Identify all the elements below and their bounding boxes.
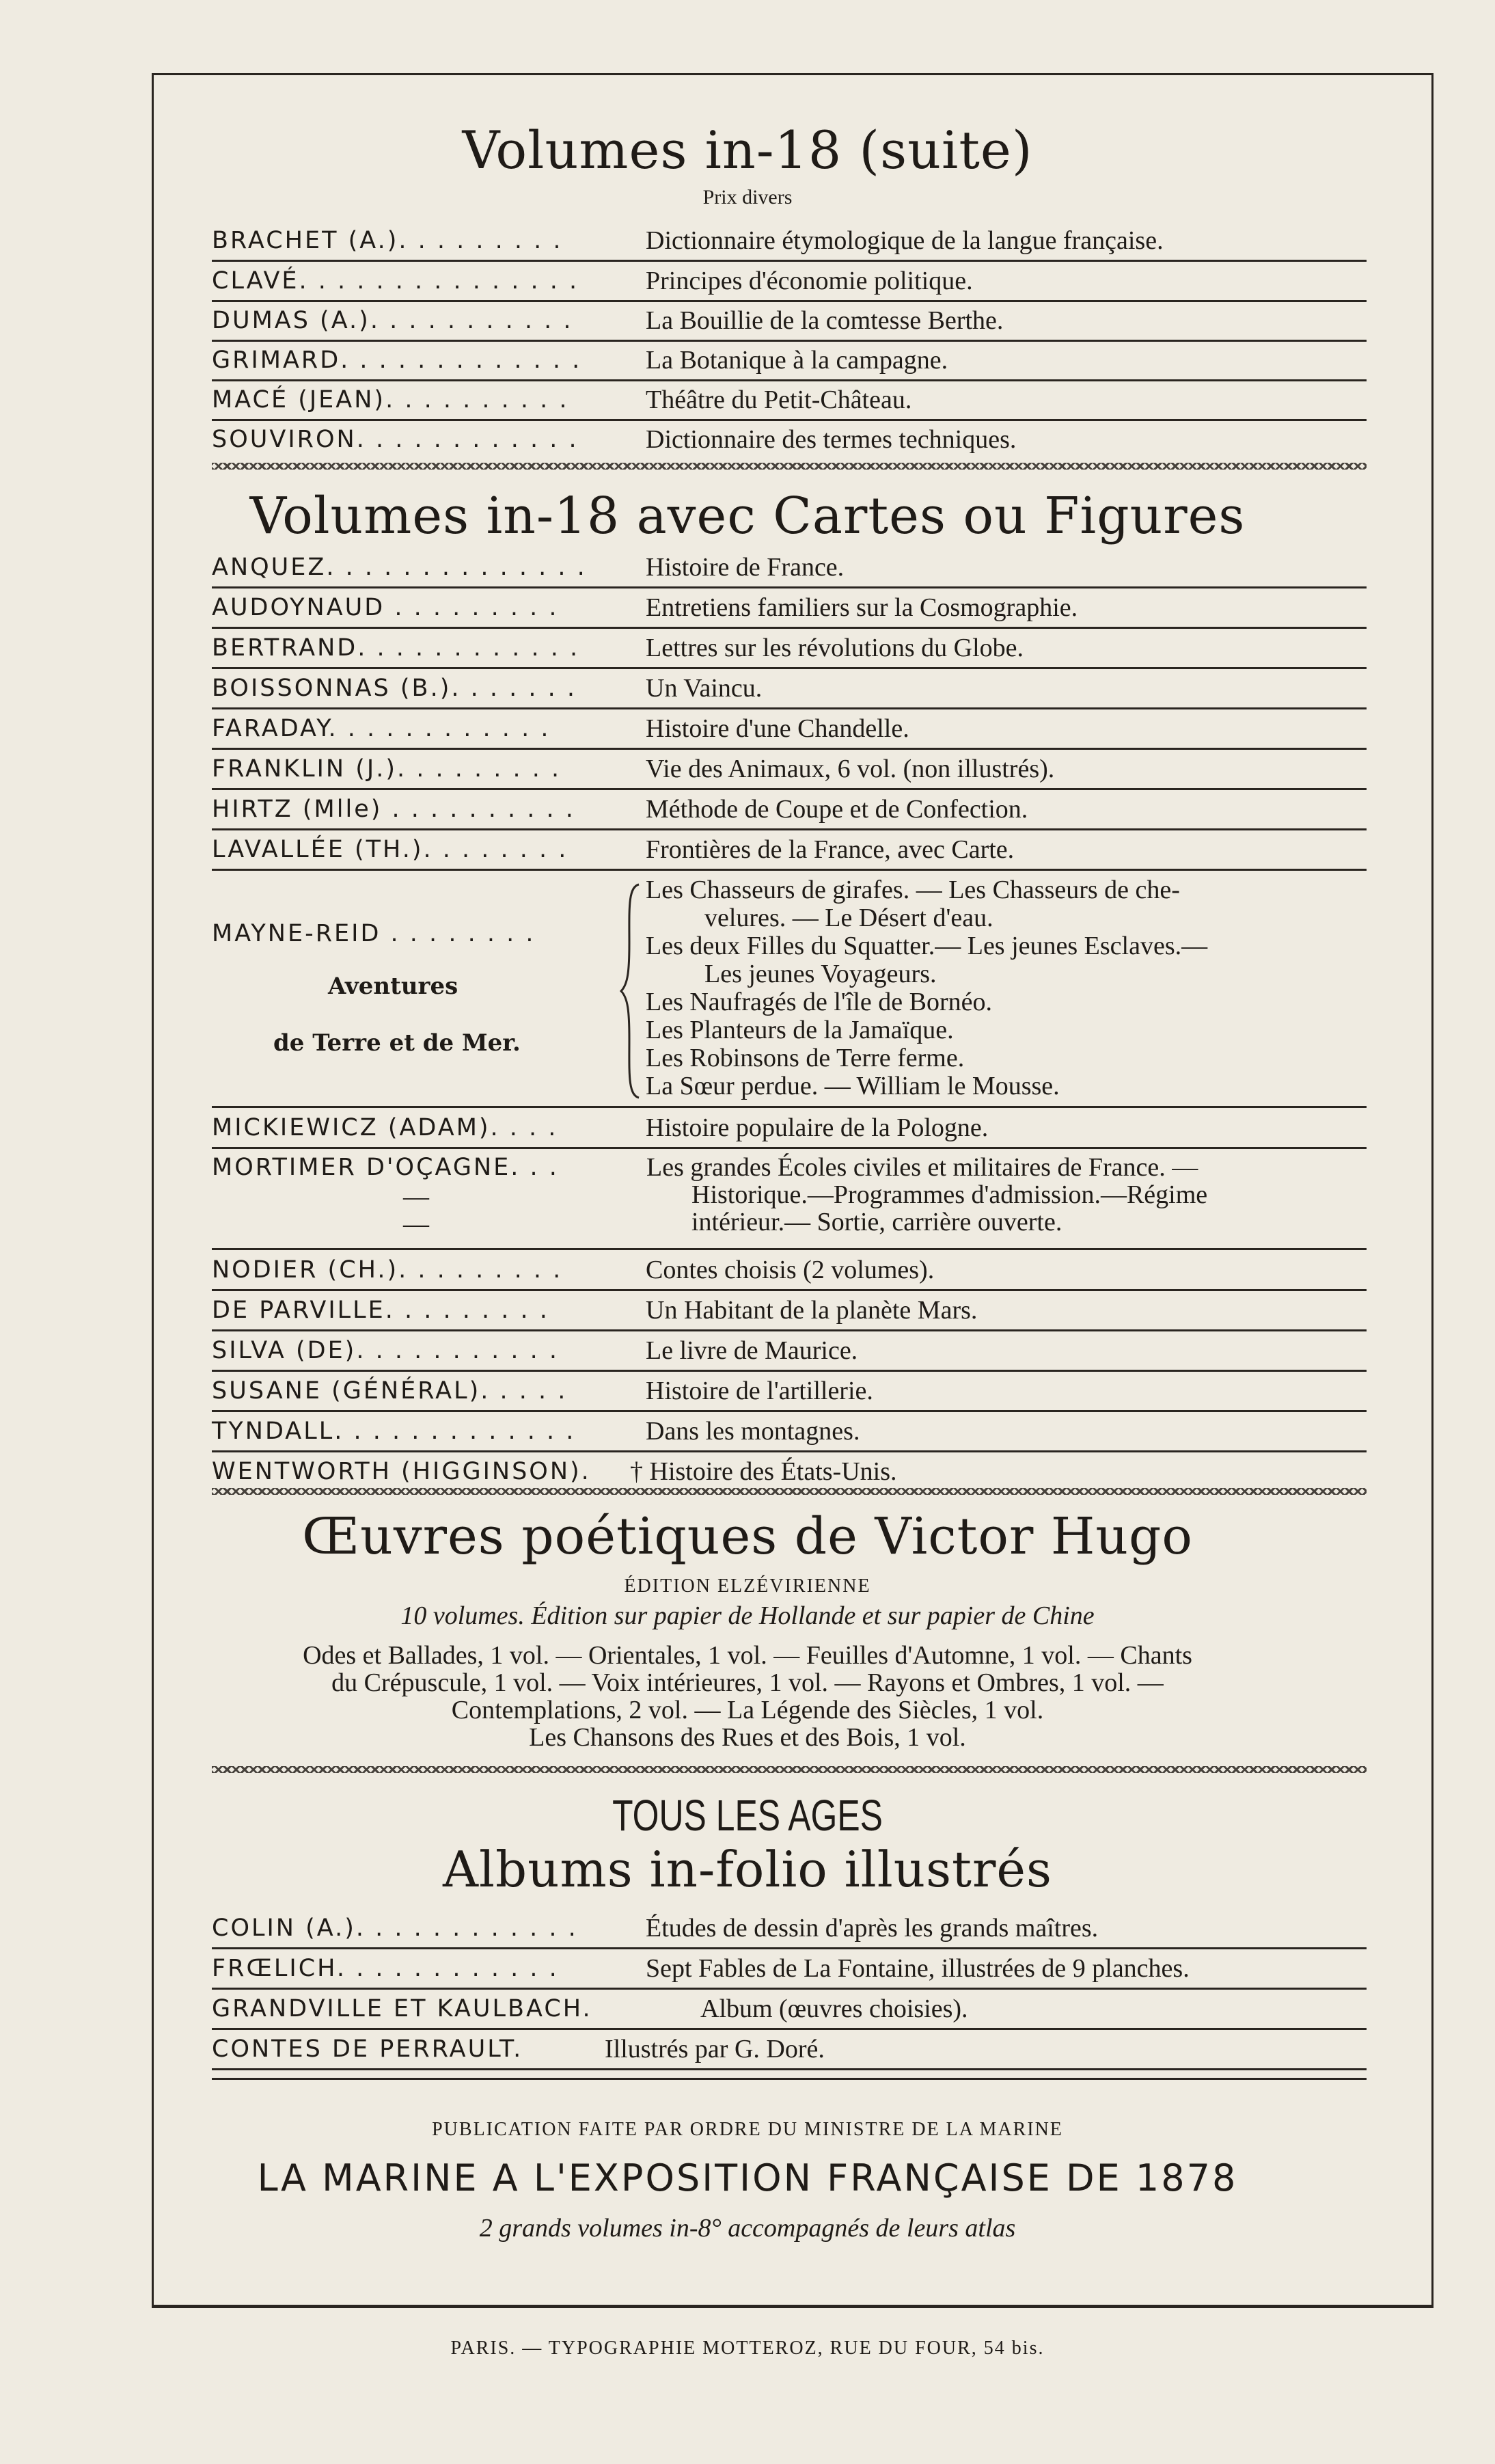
author-name: FARADAY. . . . . . . . . . . . xyxy=(212,715,551,742)
hugo-line: du Crépuscule, 1 vol. — Voix intérieures, 1 vol. — Rayons et Ombres, 1 vol. — xyxy=(331,1668,1164,1697)
book-title: Dictionnaire étymologique de la langue française. xyxy=(646,226,1164,255)
book-title: Les Robinsons de Terre ferme. xyxy=(646,1044,965,1072)
section-heading-tous-les-ages: TOUS LES AGES xyxy=(612,1791,883,1840)
book-title: Historique.—Programmes d'admission.—Régime xyxy=(691,1180,1208,1209)
book-title: Le livre de Maurice. xyxy=(646,1336,858,1365)
hugo-line: Contemplations, 2 vol. — La Légende des Siècles, 1 vol. xyxy=(451,1696,1044,1724)
author-name: DE PARVILLE. . . . . . . . . xyxy=(212,1297,549,1324)
wavy-divider xyxy=(212,463,1367,470)
list-item xyxy=(212,548,1367,588)
book-title: Un Vaincu. xyxy=(646,674,763,703)
book-title: Dictionnaire des termes techniques. xyxy=(646,425,1017,454)
book-title: intérieur.— Sortie, carrière ouverte. xyxy=(691,1208,1062,1236)
list-item xyxy=(212,1372,1367,1412)
book-title: Les Naufragés de l'île de Bornéo. xyxy=(646,988,992,1016)
ditto-dash: — xyxy=(403,1182,429,1211)
book-title: Les deux Filles du Squatter.— Les jeunes Esclaves.— xyxy=(646,932,1208,960)
author-name: BERTRAND. . . . . . . . . . . . xyxy=(212,634,580,662)
author-name: SUSANE (GÉNÉRAL). . . . . xyxy=(212,1377,568,1405)
book-title: Théâtre du Petit-Château. xyxy=(646,385,912,414)
book-title: Un Habitant de la planète Mars. xyxy=(646,1296,978,1325)
list-item xyxy=(212,301,1367,342)
list-item xyxy=(212,1291,1367,1331)
mortimer-titles xyxy=(646,1154,1371,1236)
series-subtitle-terre-mer: de Terre et de Mer. xyxy=(273,1029,521,1057)
list-item xyxy=(212,588,1367,629)
book-title: Album (œuvres choisies). xyxy=(700,1994,968,2023)
book-title: Études de dessin d'après les grands maîtres. xyxy=(646,1914,1099,1942)
section-title-cartes-figures: Volumes in-18 avec Cartes ou Figures xyxy=(249,487,1246,545)
list-item xyxy=(212,420,1367,459)
author-name: BRACHET (A.). . . . . . . . . xyxy=(212,227,563,254)
book-title: Histoire populaire de la Pologne. xyxy=(646,1113,989,1142)
divider xyxy=(212,2078,1367,2080)
list-item xyxy=(212,1331,1367,1372)
author-name: MACÉ (JEAN). . . . . . . . . . xyxy=(212,386,569,414)
author-name: DUMAS (A.). . . . . . . . . . . xyxy=(212,307,573,334)
hugo-line: Les Chansons des Rues et des Bois, 1 vol. xyxy=(529,1723,966,1752)
author-name: WENTWORTH (HIGGINSON). xyxy=(212,1458,591,1485)
book-title: Les Planteurs de la Jamaïque. xyxy=(646,1016,954,1044)
book-title: La Botanique à la campagne. xyxy=(646,346,948,375)
author-name: ANQUEZ. . . . . . . . . . . . . . xyxy=(212,554,587,581)
list-item xyxy=(212,1949,1367,1990)
author-name: BOISSONNAS (B.). . . . . . . xyxy=(212,675,577,702)
section-subtitle-prix: Prix divers xyxy=(702,186,793,208)
section-title-albums: Albums in-folio illustrés xyxy=(443,1841,1052,1898)
book-title: Les jeunes Voyageurs. xyxy=(704,960,937,988)
list-item xyxy=(212,709,1367,750)
book-title: Histoire de France. xyxy=(646,553,845,582)
book-title: Frontières de la France, avec Carte. xyxy=(646,835,1015,864)
book-title: Histoire d'une Chandelle. xyxy=(646,714,909,743)
marine-title: LA MARINE A L'EXPOSITION FRANÇAISE DE 1878 xyxy=(257,2156,1238,2199)
book-title: Les grandes Écoles civiles et militaires de France. — xyxy=(646,1153,1198,1182)
author-name-mayne-reid: MAYNE-REID . . . . . . . . xyxy=(212,920,536,947)
volumes-line: 10 volumes. Édition sur papier de Hollande et sur papier de Chine xyxy=(400,1601,1095,1630)
wavy-divider xyxy=(212,1766,1367,1773)
author-name: SOUVIRON. . . . . . . . . . . . xyxy=(212,426,579,453)
author-name: FRANKLIN (J.). . . . . . . . . xyxy=(212,755,562,783)
author-name: HIRTZ (Mlle) . . . . . . . . . . xyxy=(212,796,575,823)
list-item xyxy=(212,1990,1367,2030)
section-title-victor-hugo: Œuvres poétiques de Victor Hugo xyxy=(302,1507,1193,1566)
section-title-volumes-suite: Volumes in-18 (suite) xyxy=(462,120,1033,180)
book-title: velures. — Le Désert d'eau. xyxy=(704,904,993,932)
book-title: Histoire de l'artillerie. xyxy=(646,1377,873,1405)
marine-subtitle: 2 grands volumes in-8° accompagnés de leurs atlas xyxy=(479,2214,1016,2243)
book-title: Vie des Animaux, 6 vol. (non illustrés). xyxy=(646,755,1055,783)
list-item xyxy=(212,669,1367,709)
book-title: Entretiens familiers sur la Cosmographie. xyxy=(646,593,1078,622)
mayne-reid-titles xyxy=(646,876,1370,1100)
series-title-aventures: Aventures xyxy=(328,973,458,1000)
author-name: SILVA (DE). . . . . . . . . . . xyxy=(212,1337,559,1364)
list-item xyxy=(212,750,1367,790)
wavy-divider xyxy=(212,1488,1367,1495)
author-name: AUDOYNAUD . . . . . . . . . xyxy=(212,594,559,621)
book-title: La Sœur perdue. — William le Mousse. xyxy=(646,1072,1060,1100)
list-item xyxy=(212,2030,1367,2070)
author-name: MICKIEWICZ (ADAM). . . . xyxy=(212,1114,558,1141)
list-item xyxy=(212,1909,1367,1949)
printer-footer: PARIS. — TYPOGRAPHIE MOTTEROZ, RUE DU FOUR, 54 bis. xyxy=(450,2338,1045,2359)
list-item xyxy=(212,262,1367,302)
list-item xyxy=(212,1412,1367,1452)
list-item xyxy=(212,1452,1367,1491)
author-name: LAVALLÉE (TH.). . . . . . . . xyxy=(212,836,568,863)
list-item xyxy=(212,790,1367,830)
ditto-dash: — xyxy=(403,1210,429,1238)
book-title: Illustrés par G. Doré. xyxy=(605,2035,825,2063)
book-title: Contes choisis (2 volumes). xyxy=(646,1256,935,1284)
book-title: La Bouillie de la comtesse Berthe. xyxy=(646,306,1004,335)
divider xyxy=(212,1106,1367,1108)
author-name: GRANDVILLE ET KAULBACH. xyxy=(212,1995,592,2022)
brace-icon xyxy=(618,882,646,1100)
publication-note: PUBLICATION FAITE PAR ORDRE DU MINISTRE DE LA MARINE xyxy=(432,2119,1063,2140)
author-name: CONTES DE PERRAULT. xyxy=(212,2035,523,2063)
author-name-mortimer: MORTIMER D'OÇAGNE. . . xyxy=(212,1154,559,1181)
author-name: FRŒLICH. . . . . . . . . . . . xyxy=(212,1955,559,1982)
list-item xyxy=(212,381,1367,421)
hugo-line: Odes et Ballades, 1 vol. — Orientales, 1 vol. — Feuilles d'Automne, 1 vol. — Chants xyxy=(303,1641,1192,1670)
book-title: Lettres sur les révolutions du Globe. xyxy=(646,634,1024,662)
book-title: † Histoire des États-Unis. xyxy=(630,1457,897,1486)
book-title: Dans les montagnes. xyxy=(646,1417,860,1446)
list-item xyxy=(212,1251,1367,1291)
list-item xyxy=(212,629,1367,669)
book-title: Principes d'économie politique. xyxy=(646,267,973,295)
author-name: NODIER (CH.). . . . . . . . . xyxy=(212,1256,563,1284)
book-title: Sept Fables de La Fontaine, illustrées de 9 planches. xyxy=(646,1954,1190,1983)
author-name: TYNDALL. . . . . . . . . . . . . xyxy=(212,1418,576,1445)
book-title: Les Chasseurs de girafes. — Les Chasseurs de che- xyxy=(646,876,1180,904)
edition-label: ÉDITION ELZÉVIRIENNE xyxy=(624,1575,871,1597)
list-item xyxy=(212,341,1367,381)
author-name: CLAVÉ. . . . . . . . . . . . . . . xyxy=(212,267,579,295)
list-item xyxy=(212,1109,1367,1149)
list-item xyxy=(212,830,1367,871)
book-title: Méthode de Coupe et de Confection. xyxy=(646,795,1028,824)
list-item xyxy=(212,221,1367,262)
divider xyxy=(212,1248,1367,1250)
author-name: COLIN (A.). . . . . . . . . . . . xyxy=(212,1914,578,1942)
author-name: GRIMARD. . . . . . . . . . . . . xyxy=(212,347,582,374)
